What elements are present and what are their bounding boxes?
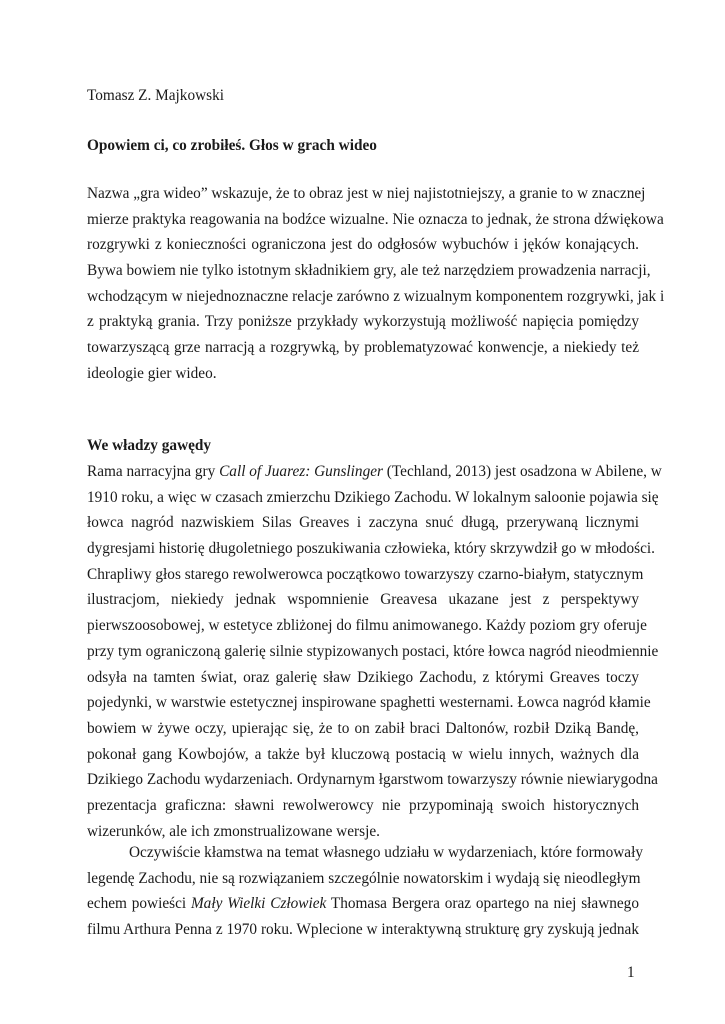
text-run: echem powieści (87, 895, 191, 913)
text-line: Chrapliwy głos starego rewolwerowca początkowo towarzyszy czarno-białym, statycznym (87, 565, 644, 583)
text-line: Dzikiego Zachodu wydarzeniach. Ordynarnym łgarstwom towarzyszy równie niewiarygodna (87, 771, 658, 789)
text-line: 1910 roku, a więc w czasach zmierzchu Dzikiego Zachodu. W lokalnym saloonie pojawia się (87, 488, 659, 506)
text-run: (Techland, 2013) jest osadzona w Abilene, w (382, 463, 662, 480)
text-line: dygresjami historię długoletniego poszukiwania człowieka, który skrzywdził go w młodości. (87, 540, 655, 558)
text-line: pokonał gang Kowbojów, a także był kluczową postacią w wielu innych, ważnych dla (87, 745, 639, 763)
text-line: bowiem w żywe oczy, upierając się, że to on zabił braci Daltonów, rozbił Dziką Bandę, (87, 719, 639, 737)
text-line: prezentacja graficzna: sławni rewolwerowcy nie przypominają swoich historycznych (87, 796, 639, 814)
text-line: przy tym ograniczoną galerię silnie stypizowanych postaci, które łowca nagród nieodmiennie (87, 642, 659, 660)
text-line: Nazwa „gra wideo” wskazuje, że to obraz jest w niej najistotniejszy, a granie to w znacznej (87, 185, 646, 202)
text-line: pierwszoosobowej, w estetyce zbliżonej do filmu animowanego. Każdy poziom gry oferuje (87, 617, 647, 635)
book-title-italic: Mały Wielki Człowiek (190, 895, 327, 913)
text-line: Oczywiście kłamstwa na temat własnego udziału w wydarzeniach, które formowały (129, 844, 643, 861)
section-heading: We władzy gawędy (87, 437, 212, 454)
text-line: łowca nagród nazwiskiem Silas Greaves i zaczyna snuć długą, przerywaną licznymi (87, 514, 639, 532)
section1-paragraph (87, 459, 662, 844)
text-line: ideologie gier wideo. (87, 364, 217, 382)
text-line: z praktyką grania. Trzy poniższe przykłady wykorzystują możliwość napięcia pomiędzy (87, 313, 639, 331)
text-line (87, 891, 639, 917)
text-line: filmu Arthura Penna z 1970 roku. Wplecione w interaktywną strukturę gry zyskują jednak (87, 921, 639, 939)
text-run: Rama narracyjna gry (87, 463, 220, 480)
article-title: Opowiem ci, co zrobiłeś. Głos w grach wideo (87, 137, 377, 154)
text-line: towarzyszącą grze narracją a rozgrywką, by problematyzować konwencje, a niekiedy też (87, 339, 639, 357)
section2-paragraph (87, 840, 643, 943)
text-line: pojedynki, w warstwie estetycznej inspirowane spaghetti westernami. Łowca nagród kłamie (87, 694, 651, 712)
intro-paragraph (87, 181, 665, 387)
text-line: wchodzącym w niejednoznaczne relacje zarówno z wizualnym komponentem rozgrywki, jak i (87, 287, 665, 305)
text-line: legendę Zachodu, nie są rozwiązaniem szczególnie nowatorskim i wydają się nieodległym (87, 869, 641, 887)
author-name: Tomasz Z. Majkowski (87, 87, 225, 104)
game-title-italic: Call of Juarez: Gunslinger (219, 463, 383, 480)
text-line: odsyła na tamten świat, oraz galerię sław Dzikiego Zachodu, z którymi Greaves toczy (87, 668, 639, 686)
text-line: rozgrywki z konieczności ograniczona jest do odgłosów wybuchów i jęków konających. (87, 236, 639, 254)
text-line: wizerunków, ale ich zmonstrualizowane wersje. (87, 822, 380, 840)
text-line: ilustracjom, niekiedy jednak wspomnienie Greavesa ukazane jest z perspektywy (87, 591, 639, 609)
text-line: mierze praktyka reagowania na bodźce wizualne. Nie oznacza to jednak, że strona dźwiękowa (87, 210, 664, 228)
text-line: Bywa bowiem nie tylko istotnym składnikiem gry, ale też narzędziem prowadzenia narracji, (87, 262, 651, 280)
page-number: 1 (627, 964, 635, 981)
text-line (87, 459, 662, 485)
text-run: Thomasa Bergera oraz opartego na niej sławnego (326, 895, 639, 913)
